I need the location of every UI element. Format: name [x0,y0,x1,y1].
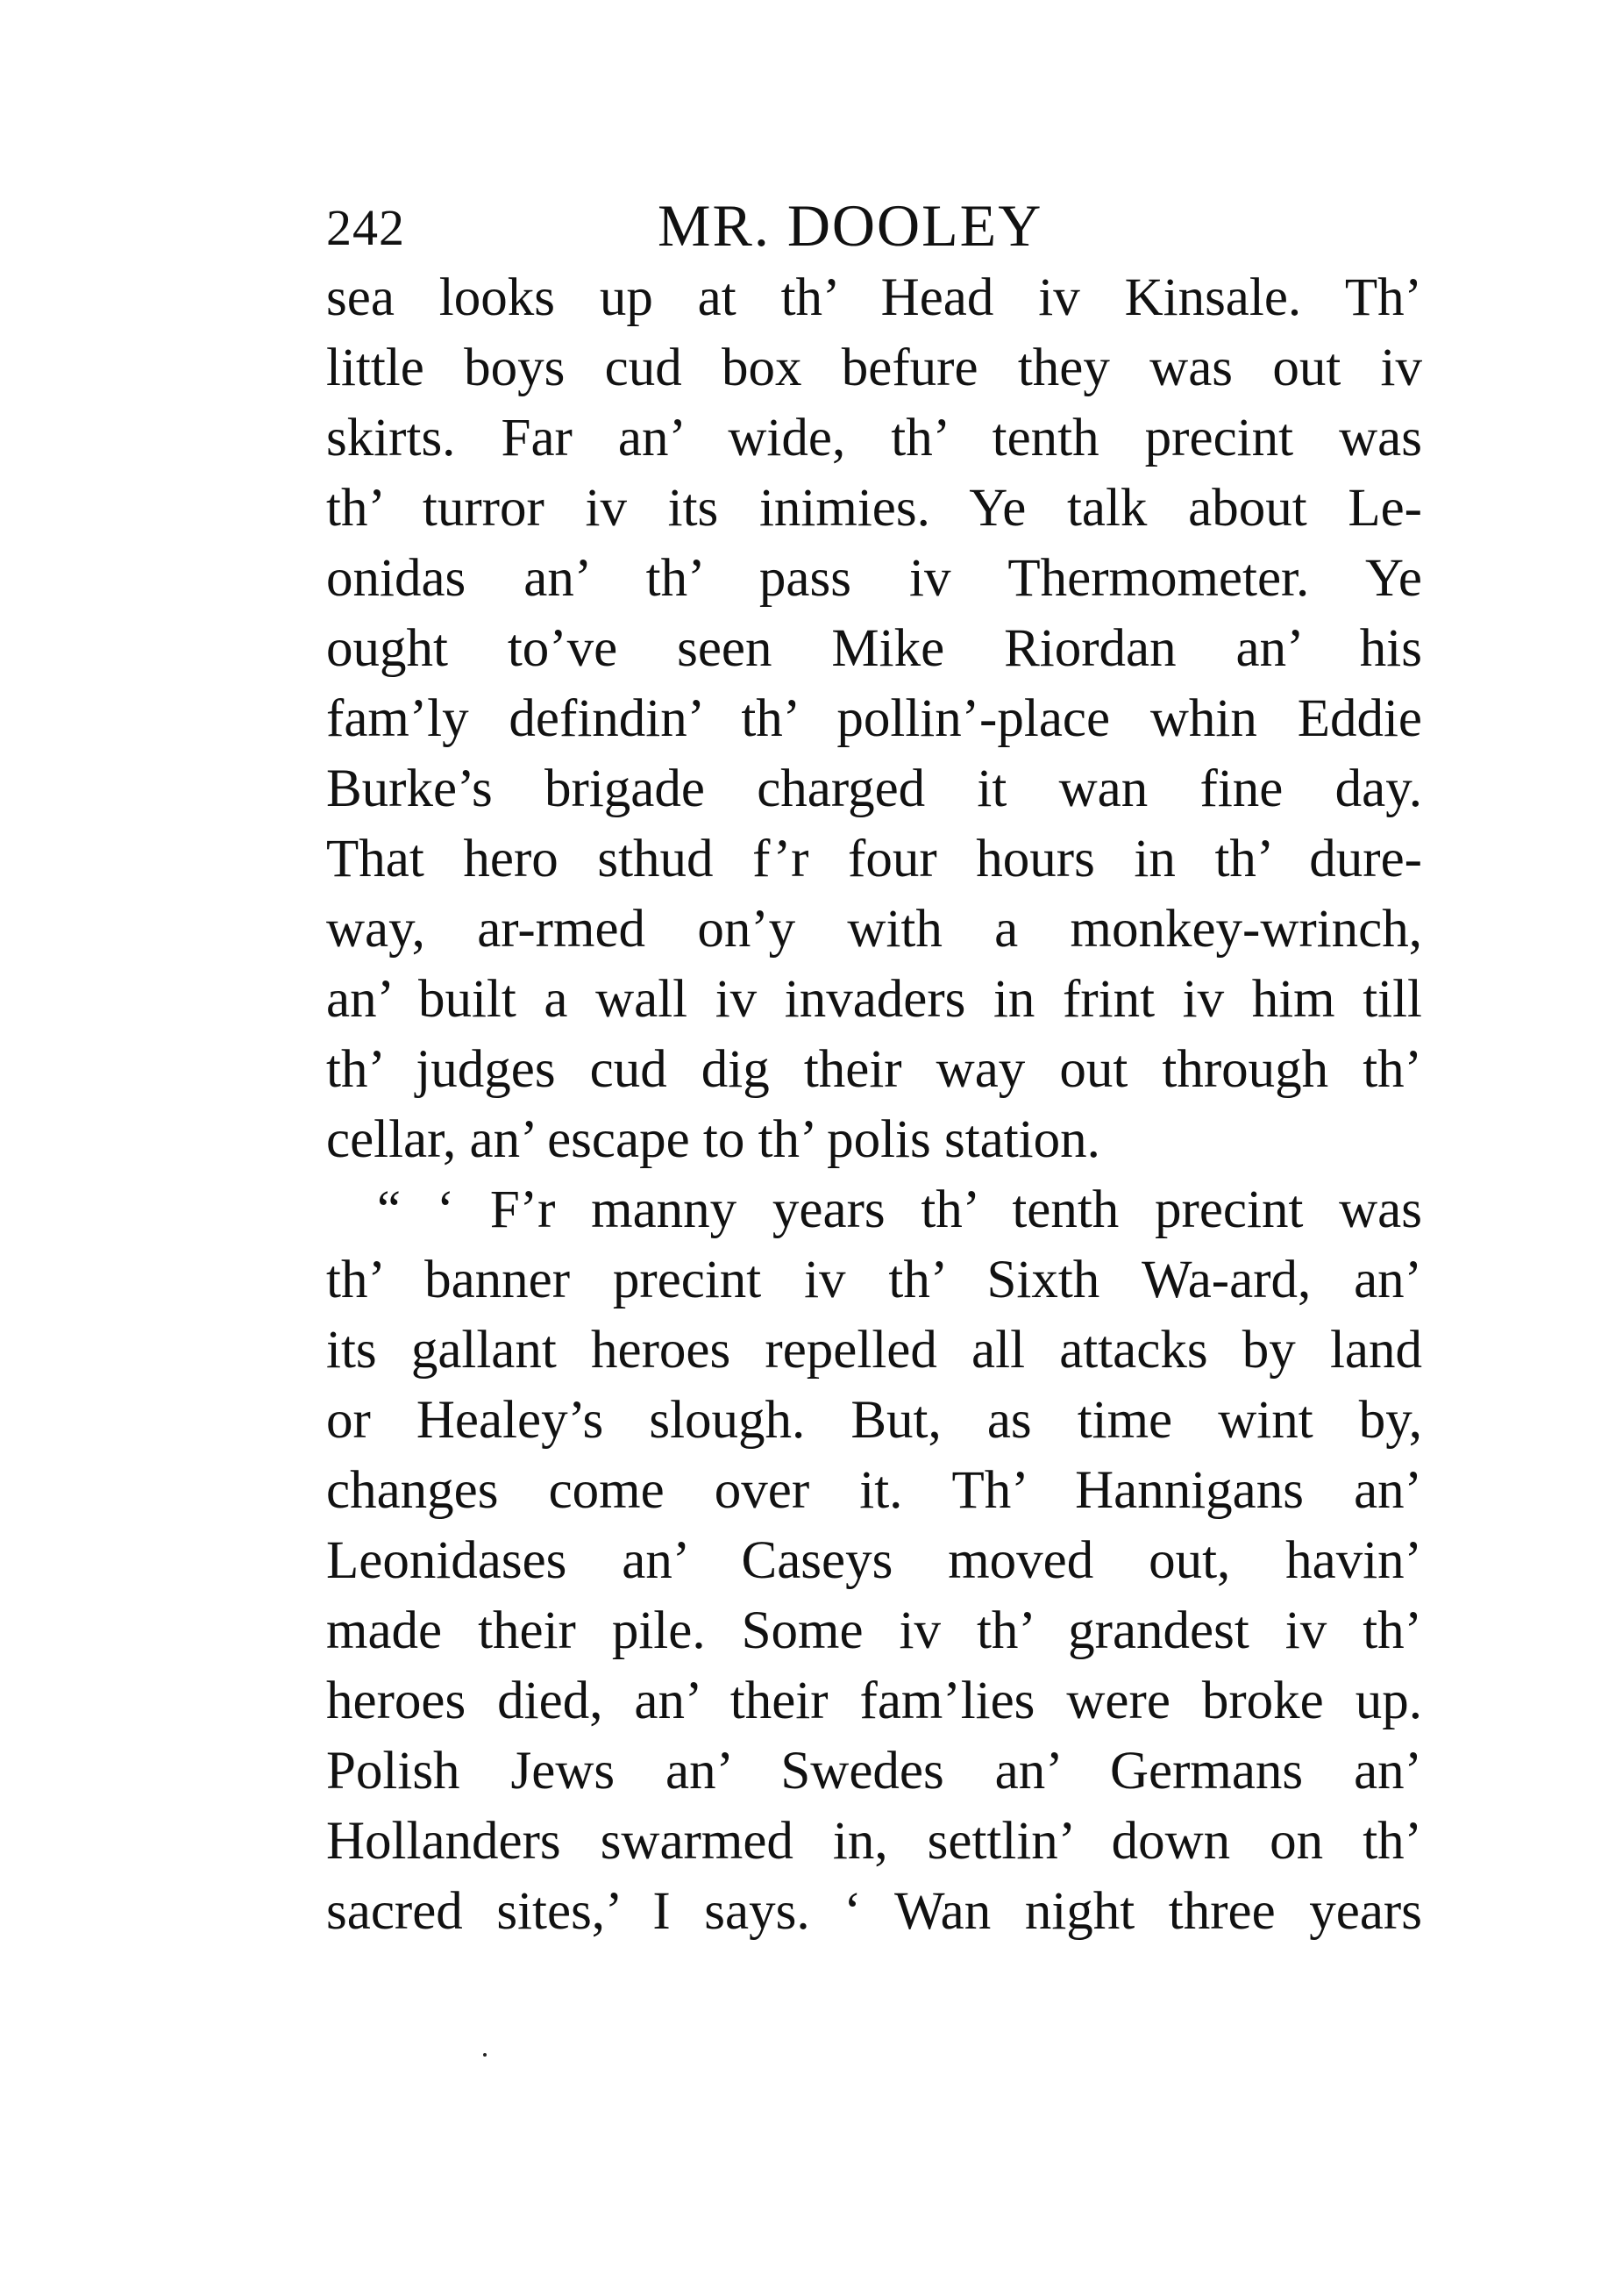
text-line: ought to’ve seen Mike Riordan an’ his [326,619,1422,678]
text-line: th’ turror iv its inimies. Ye talk about Le- [326,479,1422,538]
text-line: an’ built a wall iv invaders in frint iv him till [326,970,1422,1029]
text-line: sea looks up at th’ Head iv Kinsale. Th’ [326,268,1422,327]
text-line: th’ banner precint iv th’ Sixth Wa-ard, an’ [326,1251,1422,1309]
text-line: sacred sites,’ I says. ‘ Wan night three years [326,1882,1422,1941]
text-line: Polish Jews an’ Swedes an’ Germans an’ [326,1742,1422,1800]
ink-speck [483,2053,487,2057]
paragraph-start-line: “ ‘ F’r manny years th’ tenth precint was [377,1180,1422,1239]
text-line: fam’ly defindin’ th’ pollin’-place whin Eddie [326,689,1422,748]
text-line: or Healey’s slough. But, as time wint by, [326,1391,1422,1450]
text-line: th’ judges cud dig their way out through th’ [326,1040,1422,1099]
running-head [326,191,1422,270]
running-title: MR. DOOLEY [658,192,1043,259]
text-line: its gallant heroes repelled all attacks by land [326,1321,1422,1380]
text-line: heroes died, an’ their fam’lies were broke up. [326,1672,1422,1730]
text-line: Burke’s brigade charged it wan fine day. [326,759,1422,818]
text-line: onidas an’ th’ pass iv Thermometer. Ye [326,549,1422,608]
text-line: little boys cud box befure they was out iv [326,339,1422,397]
text-line: way, ar-rmed on’y with a monkey-wrinch, [326,900,1422,959]
text-line: changes come over it. Th’ Hannigans an’ [326,1461,1422,1520]
text-line: That hero sthud f’r four hours in th’ dure- [326,830,1422,888]
text-line: skirts. Far an’ wide, th’ tenth precint was [326,409,1422,467]
text-line: made their pile. Some iv th’ grandest iv th’ [326,1601,1422,1660]
body-text [326,263,1422,1947]
text-line: Leonidases an’ Caseys moved out, havin’ [326,1531,1422,1590]
page-number: 242 [326,199,405,256]
paragraph-end-line: cellar, an’ escape to th’ polis station. [326,1110,1100,1169]
text-line: Hollanders swarmed in, settlin’ down on th’ [326,1812,1422,1871]
